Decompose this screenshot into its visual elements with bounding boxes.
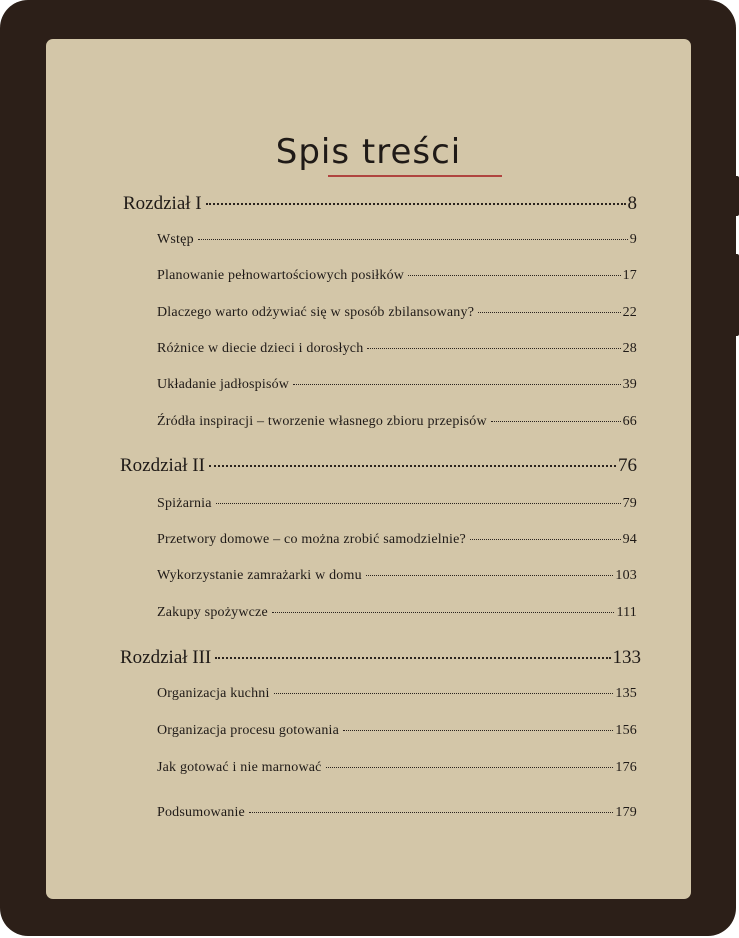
toc-page-number: 28 xyxy=(622,341,637,356)
toc-entry-label: Podsumowanie xyxy=(157,805,245,820)
toc-entry[interactable] xyxy=(157,723,637,739)
toc-entry[interactable] xyxy=(157,305,637,321)
toc-entry-label: Spiżarnia xyxy=(157,496,212,511)
dot-leader xyxy=(249,812,613,813)
toc-chapter-label: Rozdział I xyxy=(123,193,202,214)
dot-leader xyxy=(470,539,621,540)
dot-leader xyxy=(198,239,628,240)
toc-page-number: 22 xyxy=(622,305,637,320)
toc-entry[interactable] xyxy=(157,760,637,776)
toc-entry-label: Organizacja kuchni xyxy=(157,686,270,701)
toc-page-number: 8 xyxy=(627,193,637,214)
toc-page-number: 39 xyxy=(622,377,637,392)
toc-entry[interactable] xyxy=(157,414,637,430)
toc-page-number: 66 xyxy=(622,414,637,429)
toc-entry-label: Wstęp xyxy=(157,232,194,247)
dot-leader xyxy=(366,575,614,576)
toc-entry-label: Zakupy spożywcze xyxy=(157,605,268,620)
toc-page-number: 135 xyxy=(615,686,637,701)
toc-page-number: 133 xyxy=(612,647,641,668)
dot-leader xyxy=(206,203,626,205)
page-title: Spis treści xyxy=(275,132,462,172)
toc-page-number: 94 xyxy=(622,532,637,547)
toc-entry-label: Przetwory domowe – co można zrobić samodzielnie? xyxy=(157,532,466,547)
toc-page-number: 79 xyxy=(622,496,637,511)
toc-page-number: 103 xyxy=(615,568,637,583)
toc-entry[interactable] xyxy=(157,532,637,548)
toc-page-number: 76 xyxy=(618,455,637,476)
dot-leader xyxy=(408,275,620,276)
toc-entry[interactable] xyxy=(157,377,637,393)
side-button-upper[interactable] xyxy=(735,176,739,216)
toc-entry-label: Organizacja procesu gotowania xyxy=(157,723,340,738)
dot-leader xyxy=(209,465,616,467)
dot-leader xyxy=(293,384,620,385)
toc-page-number: 179 xyxy=(615,805,637,820)
toc-page-number: 156 xyxy=(615,723,637,738)
title-underline xyxy=(328,175,502,177)
toc-entry-label: Układanie jadłospisów xyxy=(157,377,290,392)
toc-page-number: 17 xyxy=(622,268,637,283)
toc-entry[interactable] xyxy=(157,605,637,621)
toc-entry[interactable] xyxy=(157,686,637,702)
toc-entry-label: Różnice w diecie dzieci i dorosłych xyxy=(157,341,364,356)
toc-page-number: 111 xyxy=(616,605,637,620)
dot-leader xyxy=(272,612,615,613)
toc-chapter-label: Rozdział II xyxy=(120,455,205,476)
toc-chapter-2[interactable] xyxy=(120,455,637,477)
toc-entry[interactable] xyxy=(157,232,637,248)
toc-entry-label: Dlaczego warto odżywiać się w sposób zbilansowany? xyxy=(157,305,475,320)
dot-leader xyxy=(491,421,621,422)
dot-leader xyxy=(478,312,620,313)
toc-summary[interactable] xyxy=(157,805,637,821)
toc-entry[interactable] xyxy=(157,496,637,512)
toc-entry[interactable] xyxy=(157,268,637,284)
toc-chapter-label: Rozdział III xyxy=(120,647,212,668)
toc-chapter-1[interactable] xyxy=(123,193,637,215)
side-button-lower[interactable] xyxy=(735,254,739,336)
toc-entry-label: Wykorzystanie zamrażarki w domu xyxy=(157,568,362,583)
dot-leader xyxy=(343,730,613,731)
toc-entry-label: Źródła inspiracji – tworzenie własnego zbioru przepisów xyxy=(157,414,487,429)
dot-leader xyxy=(216,503,621,504)
toc-chapter-3[interactable] xyxy=(120,647,641,669)
dot-leader xyxy=(367,348,620,349)
toc-entry[interactable] xyxy=(157,341,637,357)
dot-leader xyxy=(215,657,610,659)
dot-leader xyxy=(326,767,614,768)
document-page xyxy=(46,39,691,899)
toc-entry-label: Planowanie pełnowartościowych posiłków xyxy=(157,268,405,283)
toc-entry[interactable] xyxy=(157,568,637,584)
toc-page-number: 9 xyxy=(629,232,637,247)
toc-page-number: 176 xyxy=(615,760,637,775)
dot-leader xyxy=(274,693,614,694)
toc-entry-label: Jak gotować i nie marnować xyxy=(157,760,322,775)
